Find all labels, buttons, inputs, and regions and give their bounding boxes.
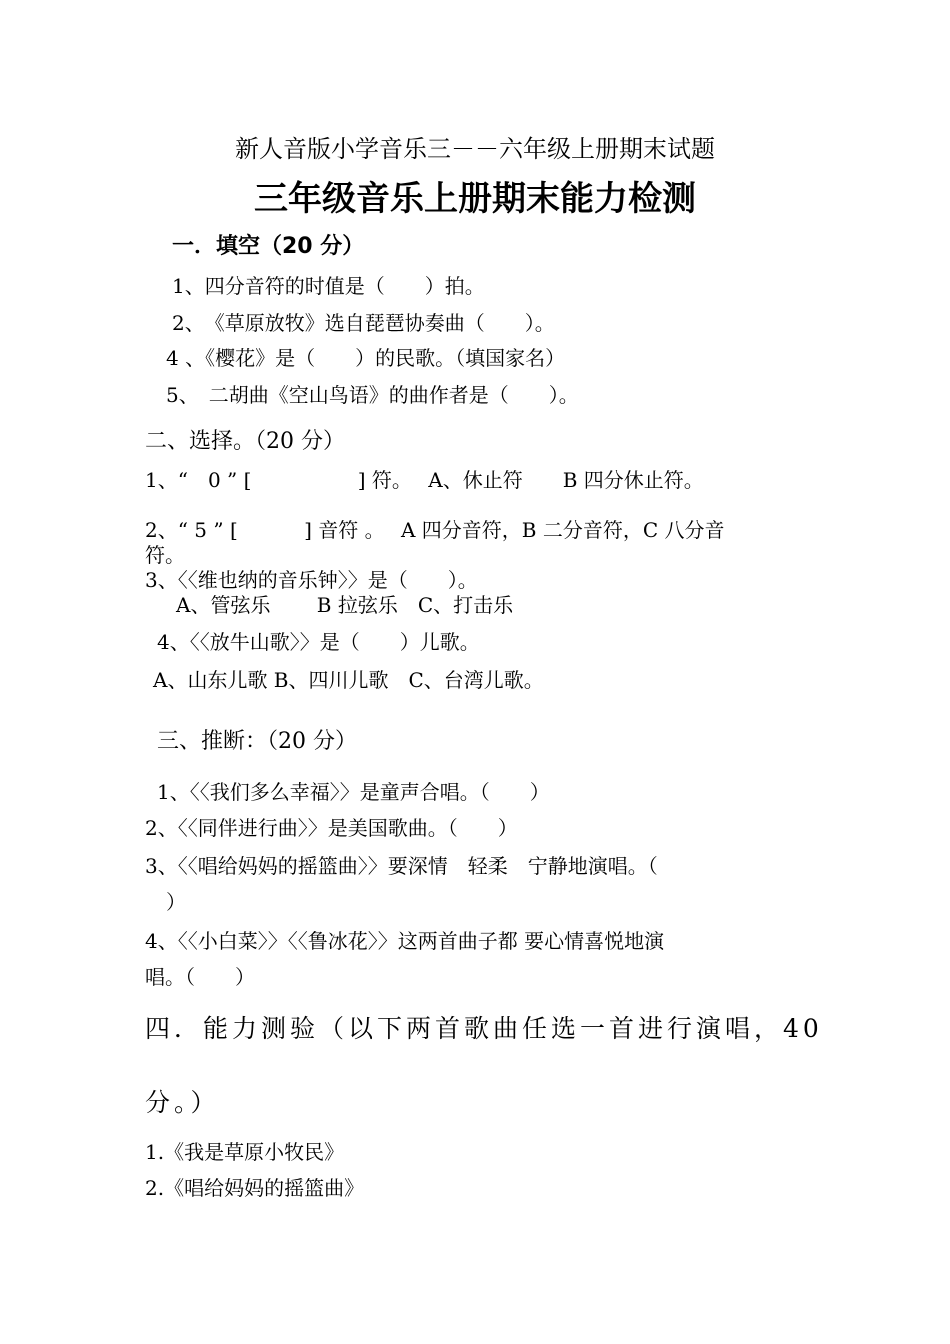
section-2-item: 2、“ 5 ” [ ] 音符 。 A 四分音符，B 二分音符，C 八分音 xyxy=(145,518,725,542)
section-3-item-continuation: 唱。（ ） xyxy=(145,965,255,989)
section-2-item: 4、〈〈放牛山歌〉〉是（ ）儿歌。 xyxy=(157,630,480,654)
section-3-item: 3、〈〈唱给妈妈的摇篮曲〉〉要深情 轻柔 宁静地演唱。（ xyxy=(145,854,658,878)
section-3-item: 2、〈〈同伴进行曲〉〉是美国歌曲。（ ） xyxy=(145,816,518,840)
section-2-heading: 二、选择。（20 分） xyxy=(145,429,345,454)
section-2-options: A、管弦乐 B 拉弦乐 C、打击乐 xyxy=(176,593,514,617)
section-2-item: 1、“ 0 ” [ ] 符。 A、休止符 B 四分休止符。 xyxy=(145,468,704,492)
document-subtitle: 三年级音乐上册期末能力检测 xyxy=(254,179,696,219)
section-3-item-continuation: ） xyxy=(166,890,186,914)
section-4-item: 1.《我是草原小牧民》 xyxy=(145,1140,345,1164)
section-3-item: 1、〈〈我们多么幸福〉〉是童声合唱。（ ） xyxy=(157,780,550,804)
section-2-item: 3、〈〈维也纳的音乐钟〉〉是（ ）。 xyxy=(145,568,478,592)
section-1-item: 4 、《樱花》是（ ）的民歌。（填国家名） xyxy=(166,346,566,370)
section-1-heading: 一．填空（20 分） xyxy=(172,234,365,259)
section-4-heading-continuation: 分。） xyxy=(145,1088,220,1117)
section-1-item: 5、 二胡曲《空山鸟语》的曲作者是（ ）。 xyxy=(166,383,579,407)
section-3-heading: 三、推断：（20 分） xyxy=(157,729,357,754)
document-title: 新人音版小学音乐三－－六年级上册期末试题 xyxy=(235,135,715,163)
section-4-heading: 四．能力测验（以下两首歌曲任选一首进行演唱，40 xyxy=(145,1014,823,1043)
section-2-item-continuation: 符。 xyxy=(145,543,185,567)
section-3-item: 4、〈〈小白菜〉〉〈〈鲁冰花〉〉这两首曲子都 要心情喜悦地演 xyxy=(145,929,665,953)
section-4-item: 2.《唱给妈妈的摇篮曲》 xyxy=(145,1176,365,1200)
section-1-item: 1、四分音符的时值是（ ）拍。 xyxy=(172,274,485,298)
section-2-options: A、山东儿歌 B、四川儿歌 C、台湾儿歌。 xyxy=(153,668,544,692)
section-1-item: 2、 《草原放牧》选自琵琶协奏曲（ ）。 xyxy=(172,311,555,335)
